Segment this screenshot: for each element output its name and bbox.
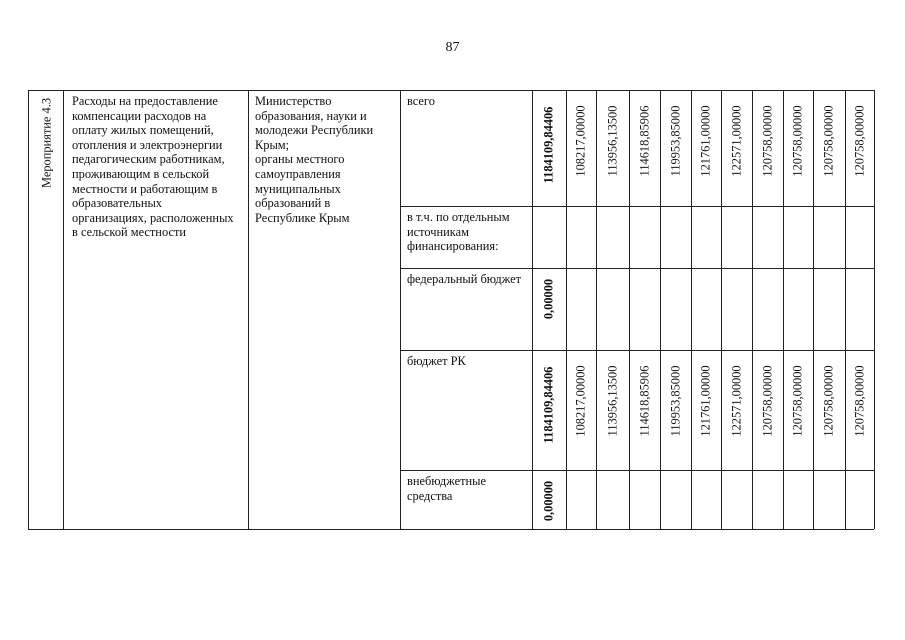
grid-vline bbox=[783, 90, 784, 529]
yearly-amount: 108217,00000 bbox=[573, 365, 588, 437]
yearly-amount: 120758,00000 bbox=[760, 365, 774, 437]
total-amount: 1184109,84406 bbox=[541, 366, 556, 444]
yearly-amount: 113956,13500 bbox=[605, 365, 619, 437]
yearly-amount: 113956,13500 bbox=[605, 105, 619, 177]
yearly-amount: 122571,00000 bbox=[729, 105, 743, 177]
grid-hline bbox=[400, 268, 874, 269]
yearly-amount: 120758,00000 bbox=[821, 365, 836, 437]
grid-vline bbox=[691, 90, 692, 529]
grid-vline bbox=[63, 90, 64, 529]
yearly-amount: 120758,00000 bbox=[852, 105, 866, 177]
yearly-amount: 120758,00000 bbox=[760, 105, 774, 177]
grid-vline bbox=[566, 90, 567, 529]
grid-hline bbox=[400, 350, 874, 351]
funding-source-label: внебюджетные средства bbox=[407, 474, 486, 503]
page-number: 87 bbox=[445, 40, 460, 55]
funding-source-label: в т.ч. по отдельным источникам финансирования: bbox=[407, 210, 510, 254]
grid-vline bbox=[845, 90, 846, 529]
grid-vline bbox=[721, 90, 722, 529]
grid-hline bbox=[28, 90, 874, 91]
total-amount: 0,00000 bbox=[541, 481, 556, 522]
total-amount: 1184109,84406 bbox=[541, 106, 556, 184]
grid-vline bbox=[874, 90, 875, 529]
funding-source-label: федеральный бюджет bbox=[407, 272, 522, 286]
grid-vline bbox=[400, 90, 401, 529]
grid-vline bbox=[28, 90, 29, 529]
grid-vline bbox=[532, 90, 533, 529]
grid-vline bbox=[629, 90, 630, 529]
grid-hline bbox=[400, 206, 874, 207]
grid-hline bbox=[400, 470, 874, 471]
funding-source-label: всего bbox=[407, 94, 435, 108]
yearly-amount: 119953,85000 bbox=[668, 105, 682, 177]
grid-vline bbox=[596, 90, 597, 529]
total-amount: 0,00000 bbox=[541, 279, 556, 320]
grid-vline bbox=[752, 90, 753, 529]
yearly-amount: 120758,00000 bbox=[790, 105, 805, 177]
yearly-amount: 121761,00000 bbox=[698, 365, 713, 437]
yearly-amount: 122571,00000 bbox=[729, 365, 743, 437]
executor-text: Министерство образования, науки и молодежи Республики Крым; органы местного самоуправления муниципальных образований в Республике Крым bbox=[255, 94, 374, 225]
yearly-amount: 121761,00000 bbox=[698, 105, 713, 177]
grid-vline bbox=[660, 90, 661, 529]
yearly-amount: 114618,85906 bbox=[637, 365, 651, 437]
yearly-amount: 120758,00000 bbox=[790, 365, 805, 437]
grid-vline bbox=[813, 90, 814, 529]
yearly-amount: 120758,00000 bbox=[821, 105, 836, 177]
yearly-amount: 114618,85906 bbox=[637, 105, 651, 177]
measure-description: Расходы на предоставление компенсации расходов на оплату жилых помещений, отопления и электроэнергии педагогическим работникам, проживающим в сельской местности и работающим в образовательных организациях, расположенных в сельской местности bbox=[72, 94, 234, 240]
grid-hline bbox=[28, 529, 874, 530]
yearly-amount: 108217,00000 bbox=[573, 105, 588, 177]
measure-label: Мероприятие 4.3 bbox=[39, 97, 53, 189]
funding-source-label: бюджет РК bbox=[407, 354, 466, 368]
yearly-amount: 119953,85000 bbox=[668, 365, 682, 437]
yearly-amount: 120758,00000 bbox=[852, 365, 866, 437]
